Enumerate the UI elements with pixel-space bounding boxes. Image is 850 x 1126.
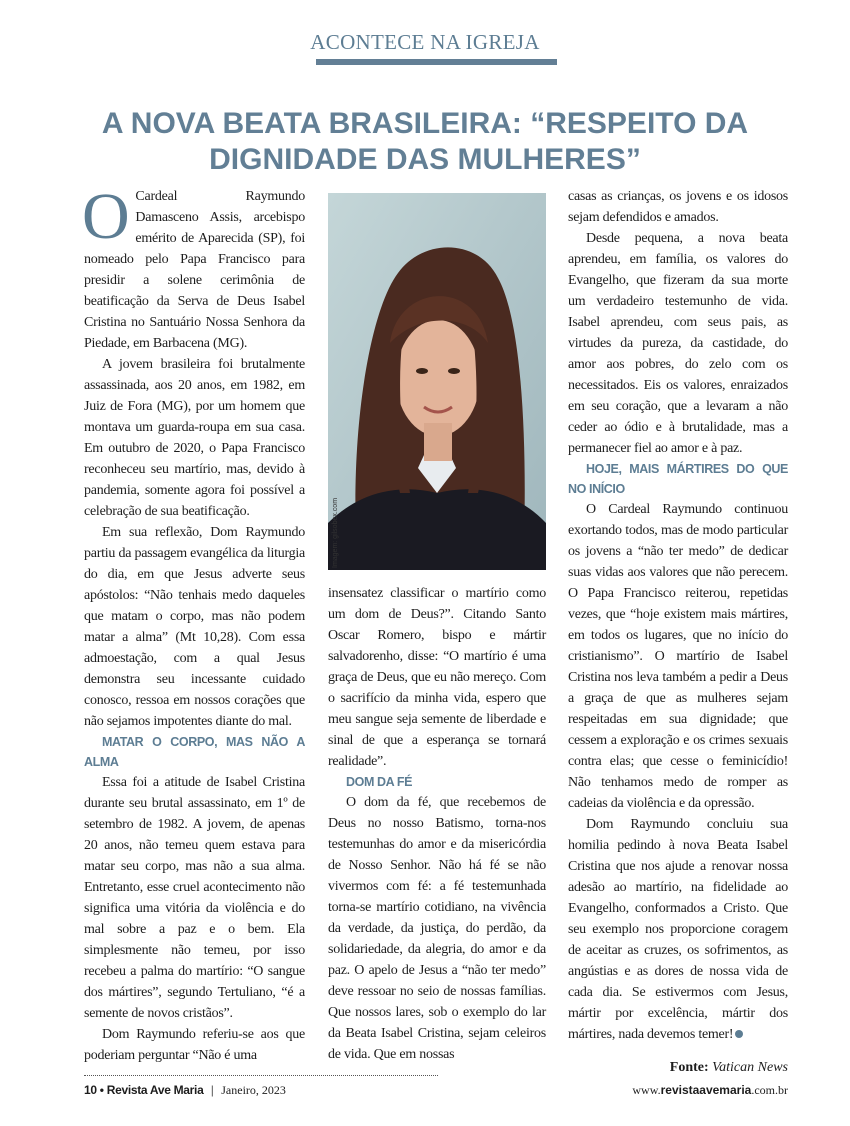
end-mark-icon — [735, 1030, 743, 1038]
paragraph: A jovem brasileira foi brutalmente assassinada, aos 20 anos, em 1982, em Juiz de Fora (MG), por um homem que montava um guarda-roupa em sua casa. Em outubro de 2020, o Papa Francisco reconheceu seu martírio, mas, devido à pandemia, somente agora foi possível a celebração de sua beatificação. — [84, 357, 305, 519]
photo-credit: Imagem: gilsobex.com — [332, 497, 339, 568]
source-value: Vatican News — [712, 1060, 788, 1075]
section-label: ACONTECE NA IGREJA — [310, 30, 540, 54]
paragraph-text: Dom Raymundo concluiu sua homilia pedindo à nova Beata Isabel Cristina que nos ajude a renovar nossa adesão ao martírio, na fidelidade ao Evangelho, conformados a Cristo. Que seu exemplo nos proporcione coragem de aceitar as cruzes, os sofrimentos, as angústias e as dores de nossa vida de cada dia. Se estivermos com Jesus, mártir por excelência, mártir dos mártires, nada devemos temer! — [568, 817, 788, 1042]
source-label: Fonte: — [669, 1060, 709, 1075]
paragraph: insensatez classificar o martírio como um dom de Deus?”. Citando Santo Oscar Romero, bispo e mártir salvadorenho, disse: “O martírio é uma graça de Deus, que eu não mereço. Com o sacrifício da minha vida, espero que meu sangue seja semente de liberdade e sinal de que a esperança se tornará realidade”. — [328, 586, 546, 769]
paragraph: O Cardeal Raymundo continuou exortando todos, mas de modo particular os jovens a “não ter medo” de dedicar suas vidas aos valores que não perecem. O Papa Francisco reiterou, repetidas vezes, que “hoje existem mais mártires, em todos os lugares, que no início do cristianismo”. O martírio de Isabel Cristina nos leva também a pedir a Deus a graça de que as mulheres sejam respeitadas em sua dignidade; que cessem a exploração e os crimes sexuais contra elas; que cesse o feminicídio! Não tenhamos medo de romper as cadeias da violência e da opressão. — [568, 502, 788, 811]
paragraph: Essa foi a atitude de Isabel Cristina durante seu brutal assassinato, em 1º de setembro de 1982. A jovem, de apenas 20 anos, não temeu quem estava para matar seu corpo, mas não a sua alma. Entretanto, esse cruel acontecimento não significa uma vitória da violência e do mal sobre a paz e o bem. Ela simplesmente não temeu, por isso recebeu a palma do martírio: “O sangue dos mártires”, segundo Tertuliano, “é a semente de novos cristãos”. — [84, 775, 305, 1021]
issue-date: Janeiro, 2023 — [221, 1083, 286, 1097]
subheading: HOJE, MAIS MÁRTIRES DO QUE NO INÍCIO — [568, 462, 788, 496]
subheading: MATAR O CORPO, MAS NÃO A ALMA — [84, 735, 305, 769]
url-prefix: www. — [632, 1083, 661, 1097]
drop-cap: O — [82, 180, 130, 253]
subheading: DOM DA FÉ — [346, 775, 413, 789]
paragraph: casas as crianças, os jovens e os idosos sejam defendidos e amados. — [568, 189, 788, 225]
paragraph: Cardeal Raymundo Damasceno Assis, arcebispo emérito de Aparecida (SP), foi nomeado pelo Papa Francisco para presidir a solene cerimônia de beatificação da Serva de Deus Isabel Cristina no Santuário Nossa Senhora da Piedade, em Barbacena (MG). — [84, 189, 305, 351]
paragraph — [568, 814, 788, 1045]
paragraph: Desde pequena, a nova beata aprendeu, em família, os valores do Evangelho, que fizeram da sua morte um verdadeiro testemunho de vida. Isabel aprendeu, com seus pais, as virtudes da pureza, da castidade, do amor aos pobres, do zelo com os necessitados. Eis os valores, enraizados em seu coração, que a levaram a não ceder ao ódio e à brutalidade, mas a permanecer fiel ao amor e à paz. — [568, 231, 788, 456]
page-number-brand: 10 • Revista Ave Maria — [84, 1083, 204, 1097]
column-2 — [328, 583, 546, 1065]
footer-divider — [84, 1075, 438, 1076]
source-credit — [568, 1057, 788, 1078]
url-suffix: .com.br — [751, 1083, 788, 1097]
footer-page-info — [84, 1083, 286, 1098]
paragraph: Em sua reflexão, Dom Raymundo partiu da passagem evangélica da liturgia do dia, em que Jesus adverte seus apóstolos: “Não tenhais medo daqueles que matam o corpo, mas não podem matar a alma” (Mt 10,28). Com essa admoestação, com a qual Jesus demonstra seu incessante cuidado conosco, ressoa em nossos corações que não sejamos impotentes diante do mal. — [84, 525, 305, 729]
column-1 — [82, 180, 305, 1066]
paragraph: O dom da fé, que recebemos de Deus no nosso Batismo, torna-nos testemunhas do amor e da misericórdia de Nosso Senhor. Não há fé se não vivermos com fé: a fé testemunhada torna-se martírio cotidiano, na vivência da verdade, da justiça, do perdão, da solidariedade, da alegria, do amor e da paz. O apelo de Jesus a “não ter medo” deve ressoar no seio de nossas famílias. Que nossos lares, sob o exemplo do lar da Beata Isabel Cristina, sejam celeiros de vida. Que em nossas — [328, 795, 546, 1062]
column-3 — [568, 186, 788, 1078]
section-divider — [316, 59, 557, 65]
paragraph: Dom Raymundo referiu-se aos que poderiam perguntar “Não é uma — [84, 1027, 305, 1063]
url-brand: revistaavemaria — [660, 1083, 752, 1097]
website-link[interactable] — [632, 1083, 788, 1098]
article-title: A NOVA BEATA BRASILEIRA: “RESPEITO DA DIGNIDADE DAS MULHERES” — [101, 107, 749, 176]
portrait-photo — [328, 193, 546, 570]
footer-separator: | — [210, 1083, 214, 1097]
